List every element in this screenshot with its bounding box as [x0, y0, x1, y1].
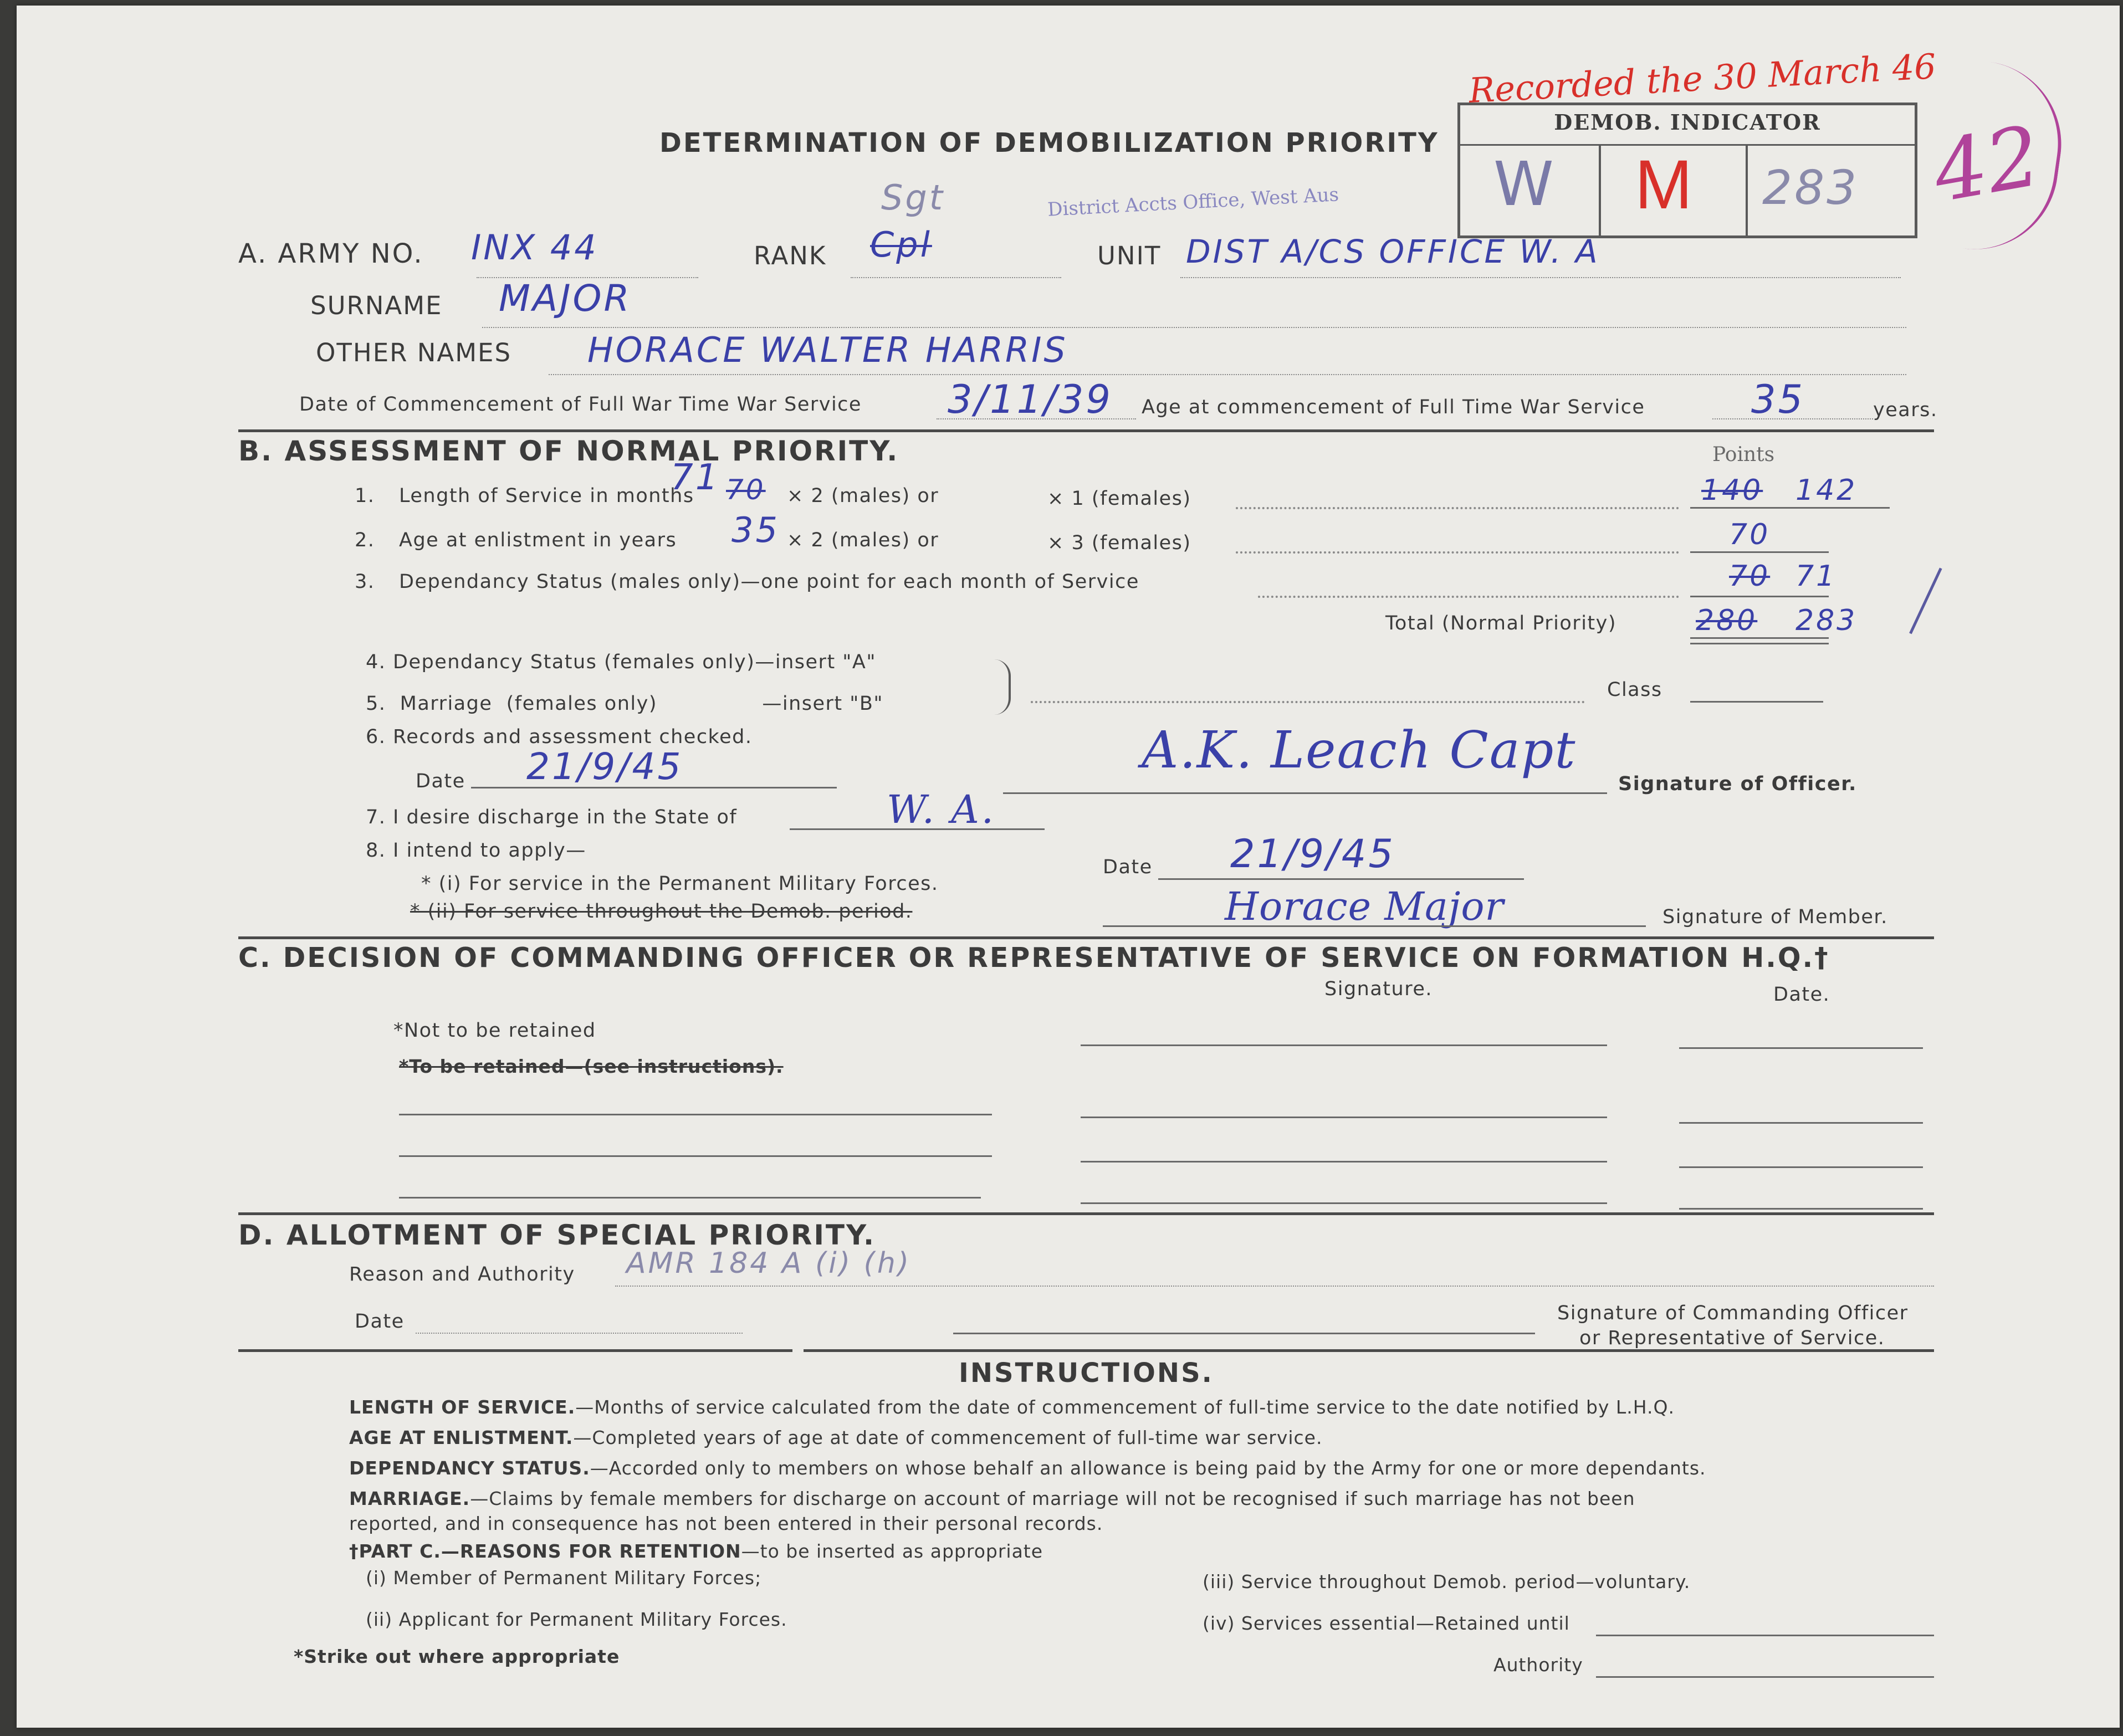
instr-marriage-cont: reported, and in consequence has not been entered in their personal records. — [349, 1513, 1103, 1534]
other-names-value: HORACE WALTER HARRIS — [587, 330, 1068, 370]
discharge-state: W. A. — [887, 787, 996, 832]
total-value: 283 — [1795, 604, 1858, 637]
instr-dependancy-text: —Accorded only to members on whose behalf an allowance is being paid by the Army for one or more dependants. — [590, 1457, 1706, 1479]
not-to-be-retained: *Not to be retained — [393, 1020, 596, 1042]
item2-points: 70 — [1729, 518, 1771, 551]
instr-part-c-text: —to be inserted as appropriate — [741, 1540, 1043, 1562]
officer-signature: A.K. Leach Capt — [1142, 720, 1577, 780]
instr-dependancy — [349, 1457, 1706, 1479]
other-names-label: OTHER NAMES — [316, 338, 512, 367]
instr-length-title: LENGTH OF SERVICE. — [349, 1396, 576, 1418]
unit-value: DIST A/CS OFFICE W. A — [1186, 233, 1600, 270]
co-signature-line2: or Representative of Service. — [1579, 1327, 1885, 1349]
indicator-m: M — [1635, 146, 1693, 223]
item3-num: 3. — [355, 571, 375, 593]
indicator-points: 283 — [1762, 161, 1859, 216]
item3-points: 71 — [1795, 560, 1837, 593]
item6-date-label: Date — [416, 770, 465, 792]
age-label: Age at commencement of Full Time War Service — [1142, 396, 1645, 418]
indicator-w: W — [1493, 148, 1556, 219]
surname-label: SURNAME — [310, 291, 443, 320]
item1-points-struck: 140 — [1701, 474, 1763, 507]
item1-num: 1. — [355, 485, 375, 507]
unit-label: UNIT — [1097, 241, 1162, 270]
instr-age — [349, 1427, 1322, 1448]
item6-date: 21/9/45 — [526, 745, 683, 788]
reason-iii: (iii) Service throughout Demob. period—voluntary. — [1203, 1571, 1691, 1592]
item5-text: 5. Marriage (females only) —insert "B" — [366, 693, 883, 715]
reason-i: (i) Member of Permanent Military Forces; — [366, 1567, 762, 1589]
item7-text: 7. I desire discharge in the State of — [366, 806, 738, 828]
age-value: 35 — [1751, 377, 1805, 422]
section-c-signature-label: Signature. — [1324, 978, 1433, 1000]
item2-years: 35 — [731, 510, 780, 550]
instr-marriage — [349, 1488, 1635, 1509]
item2-num: 2. — [355, 529, 375, 551]
section-c-date-label: Date. — [1773, 984, 1830, 1006]
item1-months: 71 — [671, 457, 720, 498]
army-no-value: INX 44 — [471, 227, 598, 268]
demob-indicator-label: DEMOB. INDICATOR — [1554, 110, 1821, 135]
item1-months-struck: 70 — [726, 474, 766, 506]
to-be-retained: *To be retained—(see instructions). — [399, 1056, 784, 1077]
reason-label: Reason and Authority — [349, 1263, 575, 1286]
item4-text: 4. Dependancy Status (females only)—insert "A" — [366, 651, 876, 673]
margin-bracket — [1960, 62, 2072, 260]
instr-length — [349, 1396, 1675, 1418]
item2-males: × 2 (males) or — [787, 529, 939, 551]
section-d-date-label: Date — [355, 1310, 405, 1333]
instr-marriage-text: —Claims by female members for discharge on account of marriage will not be recognised if such marriage has not been — [470, 1488, 1635, 1509]
commencement-value: 3/11/39 — [948, 377, 1113, 422]
member-date-label: Date — [1103, 856, 1153, 878]
section-c-heading: C. DECISION OF COMMANDING OFFICER OR REPRESENTATIVE OF SERVICE ON FORMATION H.Q.† — [238, 942, 1830, 974]
total-label: Total (Normal Priority) — [1385, 612, 1617, 634]
section-d-heading: D. ALLOTMENT OF SPECIAL PRIORITY. — [238, 1219, 876, 1251]
item1-points: 142 — [1795, 474, 1858, 507]
item3-points-struck: 70 — [1729, 560, 1771, 593]
instr-dependancy-title: DEPENDANCY STATUS. — [349, 1457, 590, 1479]
years-label: years. — [1873, 399, 1938, 421]
item2-females: × 3 (females) — [1047, 532, 1191, 554]
item1-females: × 1 (females) — [1047, 488, 1191, 510]
class-label: Class — [1607, 679, 1662, 701]
item3-text: Dependancy Status (males only)—one point for each month of Service — [399, 571, 1139, 593]
instr-age-text: —Completed years of age at date of commencement of full-time war service. — [573, 1427, 1323, 1448]
apply-option-i: * (i) For service in the Permanent Military Forces. — [421, 873, 939, 895]
points-label: Points — [1712, 443, 1775, 466]
instr-part-c — [349, 1540, 1043, 1562]
reason-iv: (iv) Services essential—Retained until — [1203, 1612, 1570, 1634]
instructions-heading: INSTRUCTIONS. — [959, 1358, 1214, 1389]
instr-part-c-title: †PART C.—REASONS FOR RETENTION — [349, 1540, 741, 1562]
total-struck: 280 — [1696, 604, 1758, 637]
reason-ii: (ii) Applicant for Permanent Military Forces. — [366, 1609, 787, 1630]
signature-officer-label: Signature of Officer. — [1618, 773, 1857, 795]
apply-option-ii: * (ii) For service throughout the Demob. period. — [410, 900, 913, 923]
commencement-label: Date of Commencement of Full War Time War Service — [299, 393, 862, 416]
demob-indicator-box — [1457, 103, 1917, 238]
item8-text: 8. I intend to apply— — [366, 839, 586, 862]
instr-age-title: AGE AT ENLISTMENT. — [349, 1427, 574, 1448]
recorded-note: Recorded the 30 March 46 — [1467, 45, 1937, 111]
instr-marriage-title: MARRIAGE. — [349, 1488, 470, 1509]
item1-males: × 2 (males) or — [787, 485, 939, 507]
margin-number: 42 — [1926, 107, 2048, 222]
tick-mark — [1909, 567, 1967, 646]
strike-note: *Strike out where appropriate — [294, 1646, 620, 1667]
army-no-label: A. ARMY NO. — [238, 238, 424, 269]
authority-label: Authority — [1493, 1654, 1583, 1676]
member-signature: Horace Major — [1225, 884, 1504, 929]
surname-value: MAJOR — [499, 277, 632, 320]
office-stamp: District Accts Office, West Aus — [1047, 183, 1339, 221]
reason-value: AMR 184 A (i) (h) — [626, 1247, 912, 1280]
item1-text: Length of Service in months — [399, 485, 694, 507]
rank-label: RANK — [754, 241, 827, 270]
rank-new: Sgt — [881, 177, 945, 218]
form-title: DETERMINATION OF DEMOBILIZATION PRIORITY — [659, 127, 1439, 158]
brace — [992, 659, 1011, 715]
item6-text: 6. Records and assessment checked. — [366, 726, 753, 748]
section-b-heading: B. ASSESSMENT OF NORMAL PRIORITY. — [238, 435, 899, 467]
form-sheet — [17, 6, 2120, 1728]
item2-text: Age at enlistment in years — [399, 529, 677, 551]
member-date: 21/9/45 — [1230, 831, 1395, 877]
co-signature-line1: Signature of Commanding Officer — [1557, 1302, 1909, 1324]
rank-struck: Cpl — [870, 224, 932, 265]
instr-length-text: —Months of service calculated from the date of commencement of full-time service to the date notified by L.H.Q. — [575, 1396, 1675, 1418]
signature-member-label: Signature of Member. — [1662, 906, 1888, 928]
